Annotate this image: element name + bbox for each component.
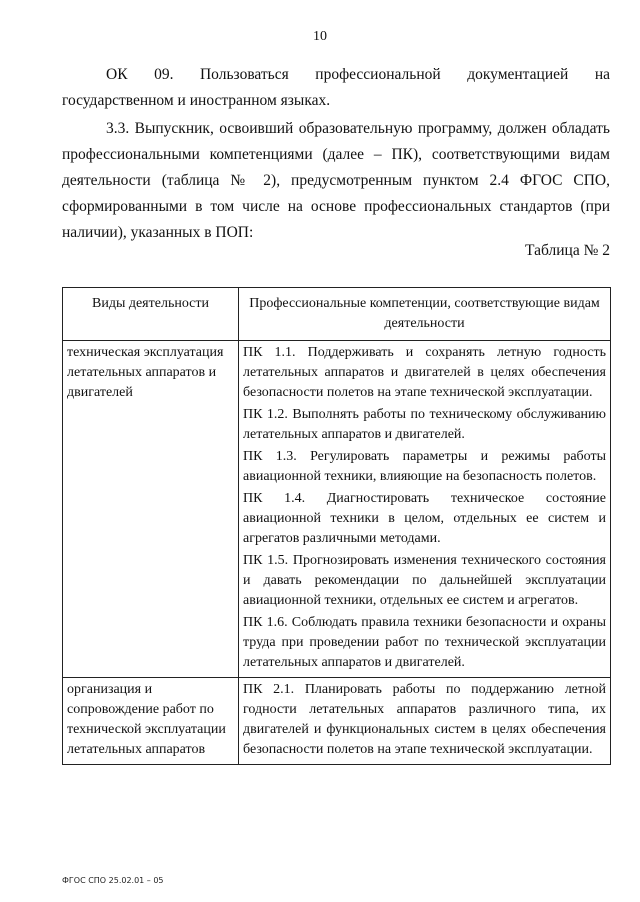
activity-cell: техническая эксплуатация летательных аппаратов и двигателей: [63, 341, 239, 678]
table-row: [63, 341, 611, 678]
competency-item: ПК 1.2. Выполнять работы по техническому обслуживанию летательных аппаратов и двигателей.: [243, 407, 606, 442]
competencies-cell: [239, 678, 611, 765]
competency-item: ПК 1.1. Поддерживать и сохранять летную годность летательных аппаратов и двигателей в целях обеспечения безопасности полетов на этапе технической эксплуатации.: [243, 345, 606, 400]
paragraph-3-3: 3.3. Выпускник, освоивший образовательную программу, должен обладать профессиональными компетенциями (далее – ПК), соответствующими видам деятельности (таблица № 2), предусмотренным пунктом 2.4 ФГОС СПО, сформированными в том числе на основе профессиональных стандартов (при наличии), указанных в ПОП:: [62, 120, 610, 241]
table-header-row: [63, 288, 611, 341]
activity-cell: организация и сопровождение работ по технической эксплуатации летательных аппаратов: [63, 678, 239, 765]
competencies-cell: [239, 341, 611, 678]
competencies-table: [62, 287, 611, 765]
table-caption: Таблица № 2: [525, 242, 610, 259]
competency-item: ПК 1.6. Соблюдать правила техники безопасности и охраны труда при проведении работ по технической эксплуатации летательных аппаратов и двигателей.: [243, 615, 606, 670]
header-activity: Виды деятельности: [63, 288, 239, 341]
competency-item: ПК 1.3. Регулировать параметры и режимы работы авиационной техники, влияющие на безопасность полетов.: [243, 449, 606, 484]
header-competencies: Профессиональные компетенции, соответствующие видам деятельности: [239, 288, 611, 341]
paragraph-ok09: ОК 09. Пользоваться профессиональной документацией на государственном и иностранном языках.: [62, 66, 610, 109]
competency-item: ПК 1.5. Прогнозировать изменения технического состояния и давать рекомендации по дальнейшей эксплуатации авиационной техники, отдельных ее систем и агрегатов.: [243, 553, 606, 608]
competency-item: ПК 2.1. Планировать работы по поддержанию летной годности летательных аппаратов различного типа, их двигателей и функциональных систем в целях обеспечения безопасности полетов на этапе технической эксплуатации.: [243, 682, 606, 757]
competency-item: ПК 1.4. Диагностировать техническое состояние авиационной техники в целом, отдельных ее систем и агрегатов различными методами.: [243, 491, 606, 546]
table-row: [63, 678, 611, 765]
page-number: 10: [313, 29, 327, 44]
document-footer: ФГОС СПО 25.02.01 – 05: [62, 876, 164, 885]
